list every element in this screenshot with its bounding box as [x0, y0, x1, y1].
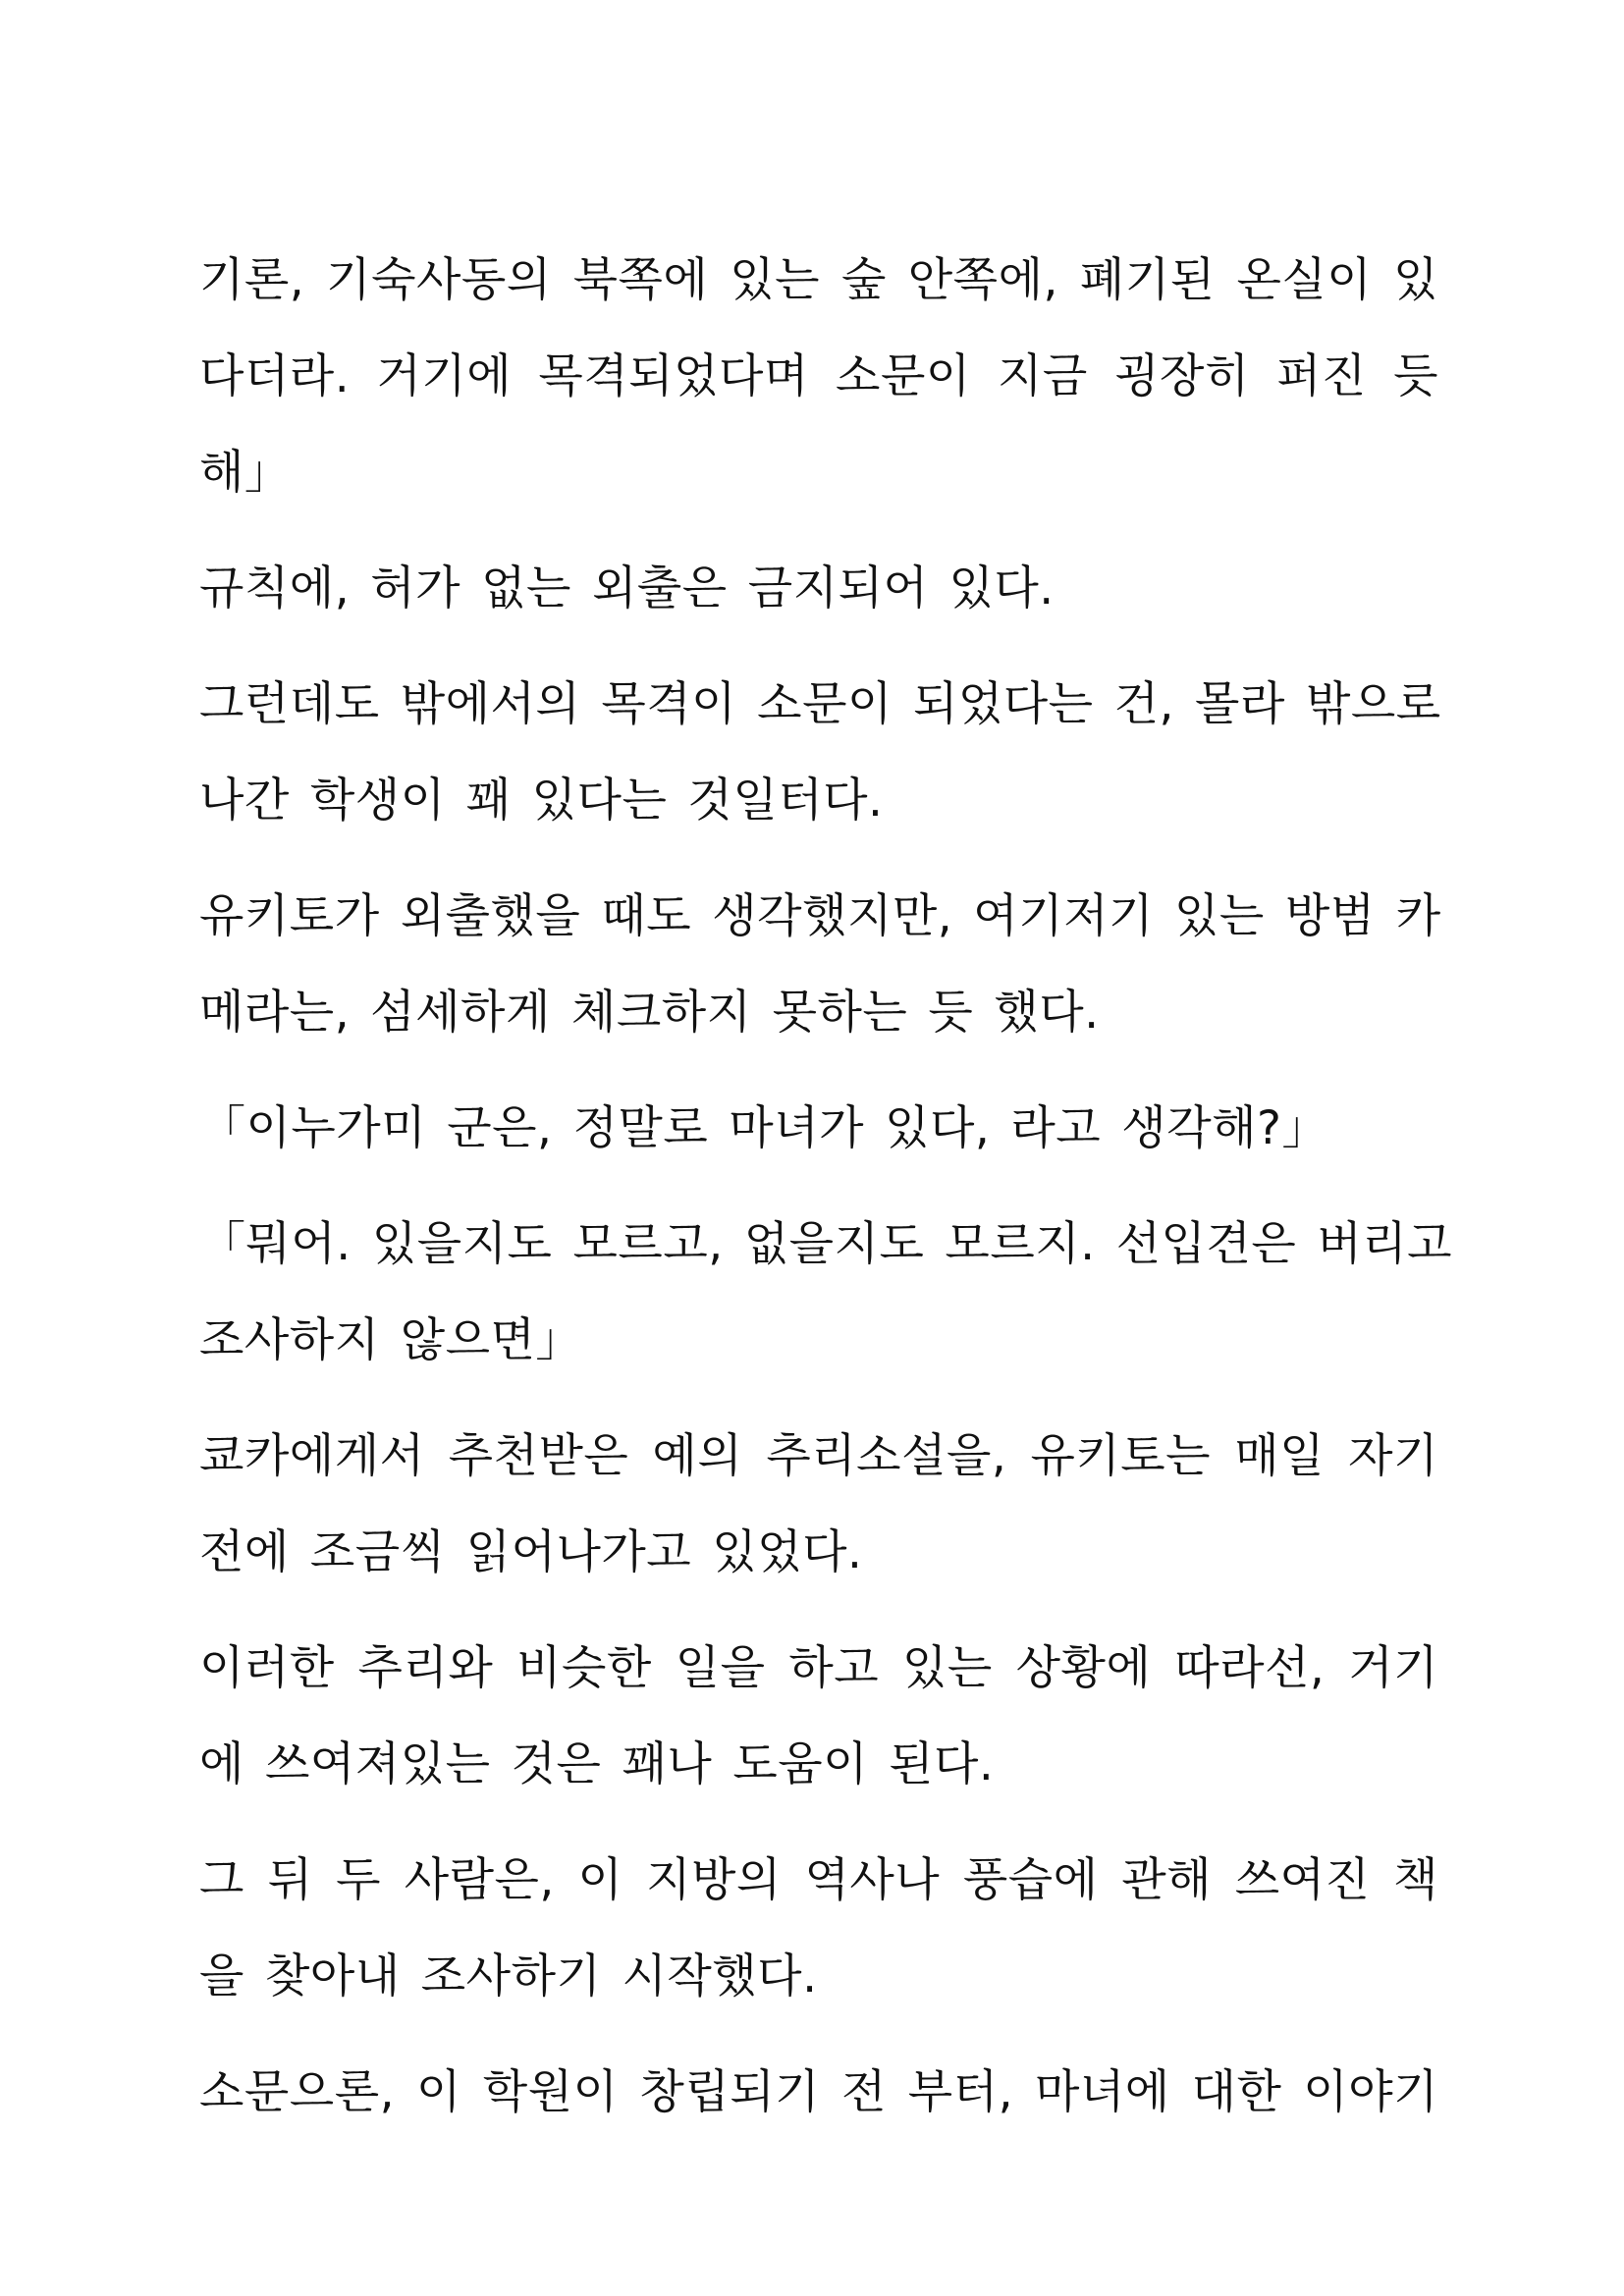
text-line: 「이누가미 군은, 정말로 마녀가 있다, 라고 생각해?」	[199, 1101, 1328, 1155]
text-line: 다더라. 거기에 목격되었다며 소문이 지금 굉장히 퍼진 듯	[199, 349, 1438, 403]
text-line: 그 뒤 두 사람은, 이 지방의 역사나 풍습에 관해 쓰여진 책	[199, 1853, 1438, 1907]
text-line: 소문으론, 이 학원이 창립되기 전 부터, 마녀에 대한 이야기	[199, 2065, 1438, 2119]
text-line: 기론, 기숙사동의 북쪽에 있는 숲 안쪽에, 폐기된 온실이 있	[199, 253, 1438, 307]
text-line: 유키토가 외출했을 때도 생각했지만, 여기저기 있는 방범 카	[199, 889, 1441, 943]
paragraph	[199, 541, 1438, 637]
text-line: 쿄카에게서 추천받은 예의 추리소설을, 유키토는 매일 자기	[199, 1429, 1438, 1483]
text-line: 규칙에, 허가 없는 외출은 금지되어 있다.	[199, 561, 1055, 615]
paragraph	[199, 2045, 1438, 2141]
text-line: 나간 학생이 꽤 있다는 것일터다.	[199, 774, 884, 828]
paragraph	[199, 233, 1438, 521]
paragraph	[199, 1621, 1438, 1813]
text-line: 이러한 추리와 비슷한 일을 하고 있는 상황에 따라선, 거기	[199, 1641, 1438, 1695]
text-line: 전에 조금씩 읽어나가고 있었다.	[199, 1525, 863, 1579]
text-line: 조사하지 않으면」	[199, 1313, 582, 1367]
paragraph	[199, 657, 1441, 849]
text-line: 에 쓰여져있는 것은 꽤나 도움이 된다.	[199, 1737, 995, 1791]
body-text	[199, 233, 1453, 2161]
text-line: 그런데도 밖에서의 목격이 소문이 되었다는 건, 몰라 밖으로	[199, 677, 1441, 731]
text-line: 「뭐어. 있을지도 모르고, 없을지도 모르지. 선입견은 버리고	[199, 1217, 1453, 1271]
text-line: 을 찾아내 조사하기 시작했다.	[199, 1949, 818, 2003]
paragraph	[199, 1081, 1438, 1177]
text-line: 메라는, 섬세하게 체크하지 못하는 듯 했다.	[199, 986, 1100, 1040]
paragraph	[199, 1197, 1453, 1389]
paragraph	[199, 1409, 1438, 1601]
paragraph	[199, 1833, 1438, 2025]
paragraph	[199, 869, 1441, 1061]
text-line: 해」	[199, 446, 292, 500]
